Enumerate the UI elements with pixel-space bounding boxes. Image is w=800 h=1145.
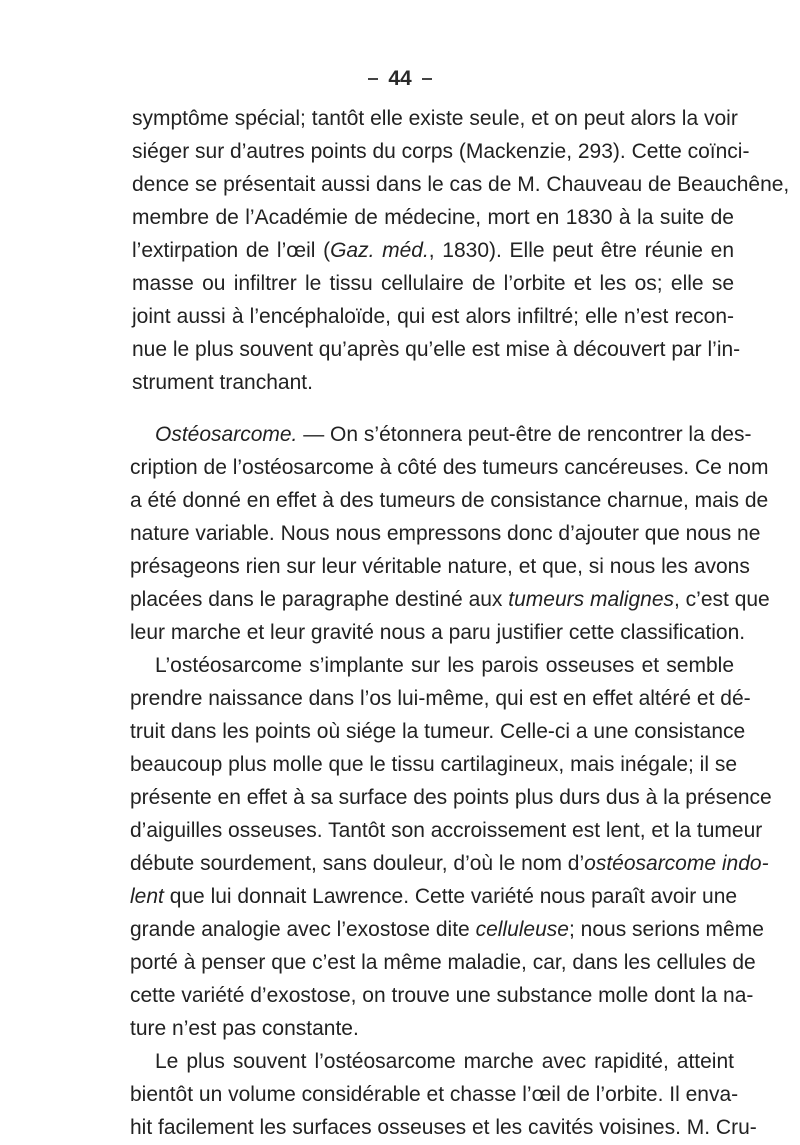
text-line: leur marche et leur gravité nous a paru justifier cette classification. [130,621,746,644]
text-line: siéger sur d’autres points du corps (Mackenzie, 293). Cette coïnci- [132,140,750,163]
text-line: dence se présentait aussi dans le cas de M. Chauveau de Beauchêne, [132,173,790,196]
text-line: Ostéosarcome. — On s’étonnera peut-être de rencontrer la des- [155,423,752,446]
text-line: nue le plus souvent qu’après qu’elle est mise à découvert par l’in- [132,338,741,361]
header-dash-right [422,78,432,80]
text-line: d’aiguilles osseuses. Tantôt son accroissement est lent, et la tumeur [130,819,763,842]
text-line: présageons rien sur leur véritable nature, et que, si nous les avons [130,555,750,578]
text-line: truit dans les points où siége la tumeur. Celle-ci a une consistance [130,720,746,743]
text-line: grande analogie avec l’exostose dite celluleuse; nous serions même [130,918,764,941]
text-line: prendre naissance dans l’os lui-même, qui est en effet altéré et dé- [130,687,751,710]
text-line: symptôme spécial; tantôt elle existe seule, et on peut alors la voir [132,107,738,130]
text-line: strument tranchant. [132,371,313,394]
page-header [0,66,800,92]
header-dash-left [368,78,378,80]
text-line: présente en effet à sa surface des points plus durs dus à la présence [130,786,772,809]
text-line: cette variété d’exostose, on trouve une substance molle dont la na- [130,984,754,1007]
text-line: Le plus souvent l’ostéosarcome marche avec rapidité, atteint [155,1050,734,1073]
text-line: membre de l’Académie de médecine, mort en 1830 à la suite de [132,206,734,229]
text-line: a été donné en effet à des tumeurs de consistance charnue, mais de [130,489,769,512]
text-line: nature variable. Nous nous empressons donc d’ajouter que nous ne [130,522,761,545]
text-line: L’ostéosarcome s’implante sur les parois osseuses et semble [155,654,734,677]
text-line: bientôt un volume considérable et chasse l’œil de l’orbite. Il enva- [130,1083,739,1106]
text-line: lent que lui donnait Lawrence. Cette variété nous paraît avoir une [130,885,738,908]
text-line: ture n’est pas constante. [130,1017,359,1040]
page-number: 44 [388,67,412,90]
text-line: masse ou infiltrer le tissu cellulaire de l’orbite et les os; elle se [132,272,734,295]
text-line: hit facilement les surfaces osseuses et les cavités voisines. M. Cru- [130,1116,757,1139]
text-line: joint aussi à l’encéphaloïde, qui est alors infiltré; elle n’est recon- [132,305,734,328]
text-line: l’extirpation de l’œil (Gaz. méd., 1830). Elle peut être réunie en [132,239,735,262]
text-line: débute sourdement, sans douleur, d’où le nom d’ostéosarcome indo- [130,852,769,875]
text-line: beaucoup plus molle que le tissu cartilagineux, mais inégale; il se [130,753,738,776]
text-line: porté à penser que c’est la même maladie, car, dans les cellules de [130,951,756,974]
text-line: placées dans le paragraphe destiné aux tumeurs malignes, c’est que [130,588,770,611]
text-line: cription de l’ostéosarcome à côté des tumeurs cancéreuses. Ce nom [130,456,769,479]
